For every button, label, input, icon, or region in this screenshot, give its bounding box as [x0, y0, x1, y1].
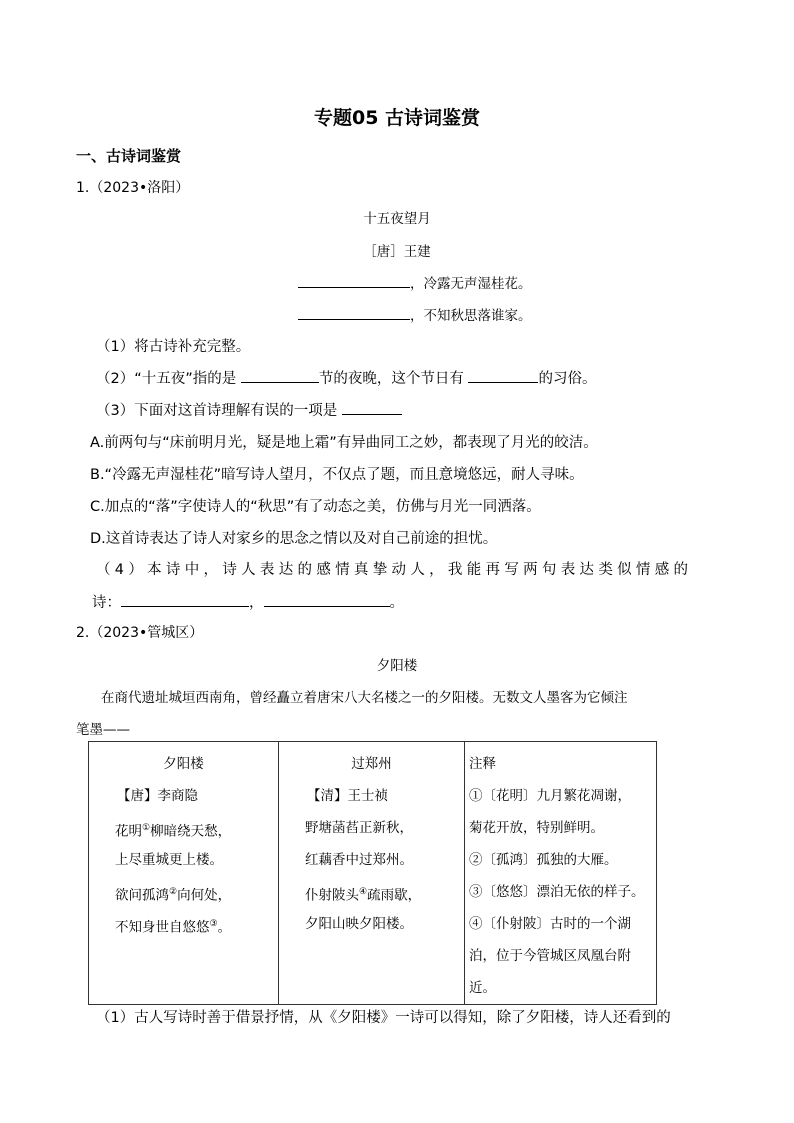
q1-sub2-c: 的习俗。	[538, 371, 597, 387]
poem-line-text: ，冷露无声湿桂花。	[410, 276, 532, 292]
q2-sub1: （1）古人写诗时善于借景抒情，从《夕阳楼》一诗可以得知，除了夕阳楼，诗人还看到的	[96, 1010, 671, 1026]
poem-title: 过郑州	[351, 756, 392, 772]
poem-line-text: 向何处，	[177, 887, 232, 904]
poem-line-text: ，不知秋思落谁家。	[410, 308, 532, 324]
poem-cell-xiyanglou	[89, 742, 279, 1005]
note-line: 泊，位于今管城区凤凰台附	[469, 948, 631, 964]
q1-poem-line2	[298, 304, 532, 324]
poem-line-text: 疏雨歇，	[367, 887, 422, 904]
fill-blank[interactable]	[121, 592, 249, 608]
q1-sub2-b: 节的夜晚，这个节日有	[318, 371, 464, 387]
poem-table	[88, 741, 657, 1005]
q1-option-c: C.加点的“落”字使诗人的“秋思”有了动态之美，仿佛与月光一同洒落。	[90, 499, 541, 515]
section-heading: 一、古诗词鉴赏	[76, 147, 182, 165]
q1-option-a: A.前两句与“床前明月光，疑是地上霜”有异曲同工之妙，都表现了月光的皎洁。	[90, 435, 598, 451]
poem-line-text: 花明	[115, 823, 142, 840]
notes-cell	[465, 742, 657, 1005]
poem-line-text: 欲问孤鸿	[115, 887, 169, 904]
note-line: 近。	[469, 980, 496, 996]
note-line: ①〔花明〕九月繁花凋谢，	[469, 788, 631, 804]
q1-sub4-end: 。	[389, 595, 404, 611]
q1-sub1: （1）将古诗补充完整。	[96, 339, 251, 355]
poem-line-text: 仆射陂头	[305, 887, 359, 904]
q1-sub3-text: （3）下面对这首诗理解有误的一项是	[96, 403, 338, 419]
q2-intro-line2: 笔墨——	[76, 722, 130, 738]
note-marker: ②	[169, 887, 178, 897]
poem-line	[93, 908, 274, 940]
poem-author: 【唐】李商隐	[117, 788, 198, 804]
q2-label: 2.（2023•管城区）	[76, 625, 204, 641]
q1-sub3	[96, 399, 402, 420]
poem-line	[93, 876, 274, 908]
fill-blank[interactable]	[298, 274, 410, 289]
poem-line: 野塘菡萏正新秋，	[305, 820, 413, 836]
q2-intro-line1: 在商代遗址城垣西南角，曾经矗立着唐宋八大名楼之一的夕阳楼。无数文人墨客为它倾注	[101, 690, 628, 706]
note-marker: ④	[359, 887, 368, 897]
poem-line	[283, 876, 460, 908]
fill-blank[interactable]	[264, 592, 390, 608]
note-line: ②〔孤鸿〕孤独的大雁。	[469, 852, 618, 868]
poem-line: 上尽重城更上楼。	[115, 852, 223, 868]
note-line: 菊花开放，特别鲜明。	[469, 820, 604, 836]
poem-line-text: 柳暗绕天愁，	[150, 823, 232, 840]
poem-title: 夕阳楼	[163, 756, 204, 772]
q2-heading: 夕阳楼	[376, 658, 418, 674]
q1-sub4: （4）本诗中，诗人表达的感情真挚动人，我能再写两句表达类似情感的	[96, 562, 693, 578]
fill-blank[interactable]	[342, 400, 402, 416]
q1-option-d: D.这首诗表达了诗人对家乡的思念之情以及对自己前途的担忧。	[90, 531, 498, 547]
q1-option-b: B.“冷露无声湿桂花”暗写诗人望月，不仅点了题，而且意境悠远，耐人寻味。	[90, 467, 584, 483]
q1-sub2-a: （2）“十五夜”指的是	[96, 371, 237, 387]
q1-sub4-prefix: 诗：	[92, 595, 121, 611]
page-title: 专题05 古诗词鉴赏	[313, 107, 481, 129]
fill-blank[interactable]	[298, 306, 410, 321]
q1-sub4-answer	[92, 591, 404, 612]
note-marker: ③	[209, 919, 218, 929]
poem-line	[93, 812, 274, 844]
q1-label: 1.（2023•洛阳）	[76, 180, 190, 196]
q1-poem-author: ［唐］王建	[363, 244, 431, 260]
poem-line-text: 不知身世自悠悠	[115, 919, 210, 936]
note-line: ④〔仆射陂〕古时的一个湖	[469, 916, 631, 932]
q1-poem-line1	[298, 272, 532, 292]
poem-line: 夕阳山映夕阳楼。	[305, 916, 413, 932]
poem-line-text: 。	[217, 919, 232, 936]
fill-blank[interactable]	[468, 368, 538, 384]
fill-blank[interactable]	[241, 368, 319, 384]
q1-sub2	[96, 367, 596, 388]
poem-cell-guozhengzhou	[279, 742, 465, 1005]
note-marker: ①	[142, 823, 151, 833]
notes-title: 注释	[469, 756, 496, 772]
q1-sub4-sep: ，	[249, 595, 264, 611]
note-line: ③〔悠悠〕漂泊无依的样子。	[469, 884, 645, 900]
poem-line: 红藕香中过郑州。	[305, 852, 413, 868]
poem-author: 【清】王士祯	[307, 788, 388, 804]
q1-poem-title: 十五夜望月	[363, 211, 431, 227]
